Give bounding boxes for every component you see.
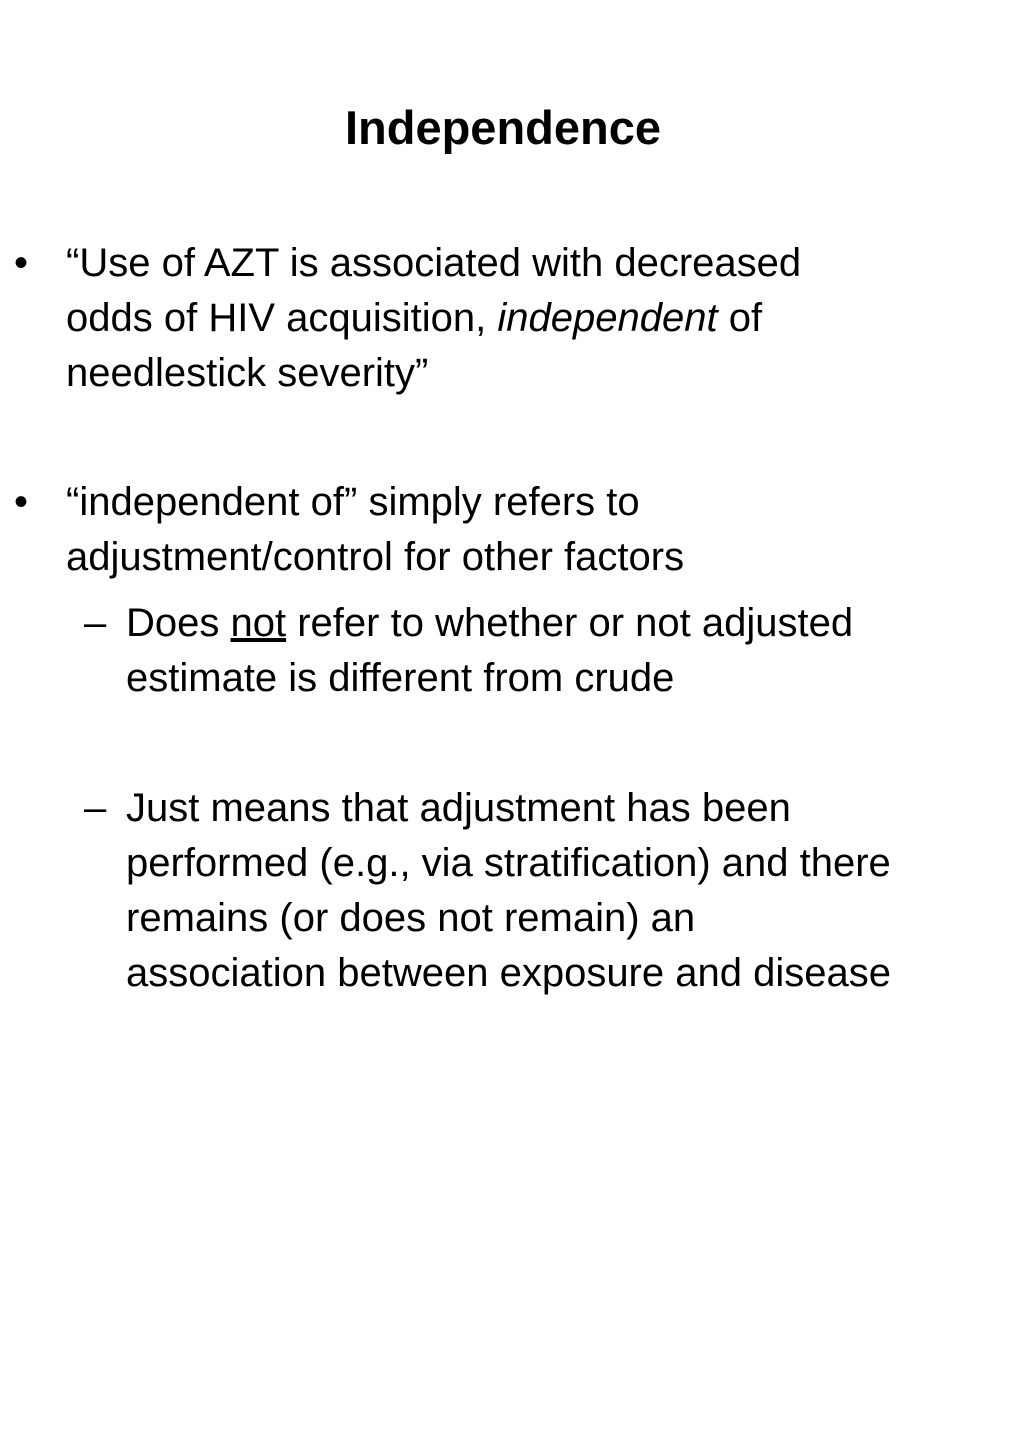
bullet-line: “independent of” simply refers to [66, 480, 640, 524]
bullet-line [66, 291, 1012, 346]
slide-title: Independence [344, 101, 661, 154]
sub-bullet-line: association between exposure and disease [126, 951, 891, 995]
bullet-marker: • [14, 480, 29, 524]
sub-bullet-marker: – [84, 601, 107, 645]
sub-bullet-line: performed (e.g., via stratification) and there [126, 841, 891, 885]
sub-bullet-line: remains (or does not remain) an [126, 896, 696, 940]
bullet-marker: • [14, 241, 29, 285]
bullet-line: “Use of AZT is associated with decreased [66, 241, 802, 285]
sub-bullet-text [126, 596, 1024, 706]
text-run: refer to whether or not adjusted [286, 601, 854, 645]
bullet-line: adjustment/control for other factors [66, 535, 685, 579]
sub-bullet-line: Just means that adjustment has been [126, 786, 791, 830]
sub-bullet-line: estimate is different from crude [126, 656, 675, 700]
sub-bullet-line [126, 596, 1024, 651]
sub-bullet-text [126, 781, 1024, 1001]
text-run: Does [126, 601, 231, 645]
emphasis-text: independent [497, 296, 718, 340]
underlined-text: not [230, 601, 287, 645]
bullet-text [66, 475, 1012, 585]
bullet-line: needlestick severity” [66, 351, 429, 395]
text-run: odds of HIV acquisition, [66, 296, 498, 340]
sub-bullet-marker: – [84, 786, 107, 830]
text-run: of [717, 296, 763, 340]
bullet-text [66, 236, 1012, 401]
